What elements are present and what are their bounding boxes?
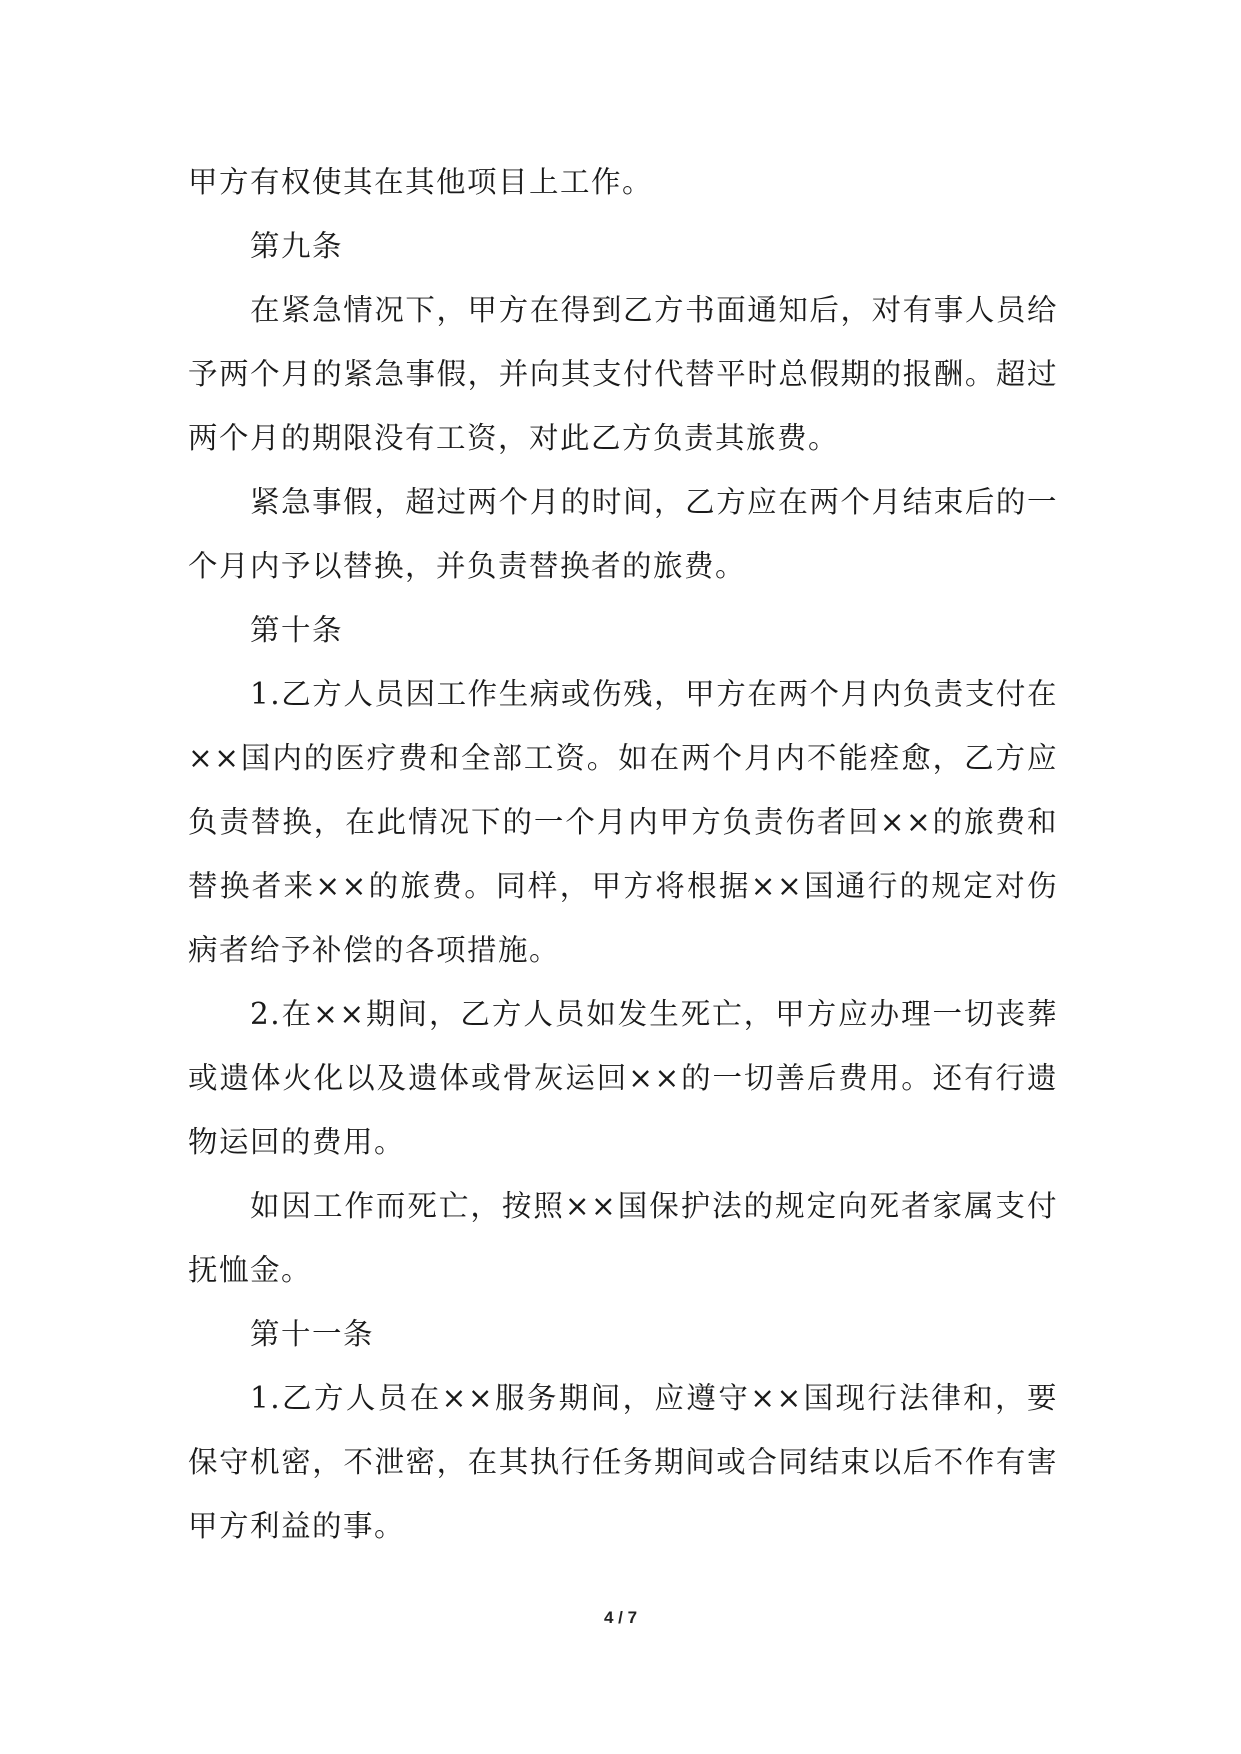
article-heading-9: 第九条 [250,229,344,263]
paragraph-pension: 如因工作而死亡，按照××国保护法的规定向死者家属支付抚恤金。 [188,1189,1058,1287]
document-body [188,150,1058,1558]
paragraph-death-expenses: 2.在××期间，乙方人员如发生死亡，甲方应办理一切丧葬或遗体火化以及遗体或骨灰运回××的一切善后费用。还有行遗物运回的费用。 [188,997,1058,1159]
paragraph-leave-replacement: 紧急事假，超过两个月的时间，乙方应在两个月结束后的一个月内予以替换，并负责替换者的旅费。 [188,485,1058,583]
article-heading-10: 第十条 [250,613,344,647]
article-heading-11: 第十一条 [250,1317,375,1351]
paragraph-continuation: 甲方有权使其在其他项目上工作。 [188,165,654,199]
page-number: 4 / 7 [603,1608,638,1627]
paragraph-emergency-leave: 在紧急情况下，甲方在得到乙方书面通知后，对有事人员给予两个月的紧急事假，并向其支付代替平时总假期的报酬。超过两个月的期限没有工资，对此乙方负责其旅费。 [188,293,1058,455]
paragraph-illness-injury: 1.乙方人员因工作生病或伤残，甲方在两个月内负责支付在××国内的医疗费和全部工资。如在两个月内不能痊愈，乙方应负责替换，在此情况下的一个月内甲方负责伤者回××的旅费和替换者来××的旅费。同样，甲方将根据××国通行的规定对伤病者给予补偿的各项措施。 [188,677,1058,967]
paragraph-confidentiality: 1.乙方人员在××服务期间，应遵守××国现行法律和，要保守机密，不泄密，在其执行任务期间或合同结束以后不作有害甲方利益的事。 [188,1381,1058,1543]
